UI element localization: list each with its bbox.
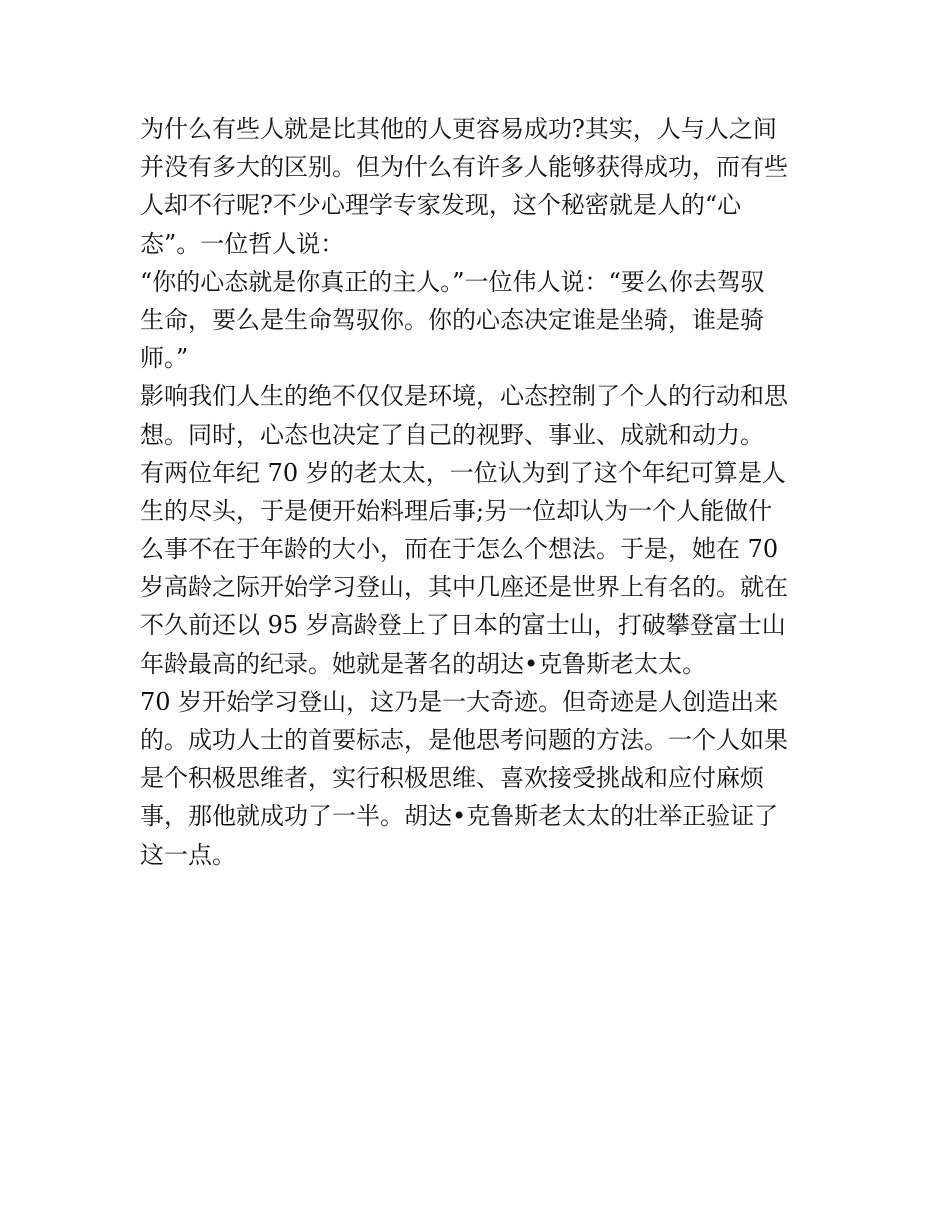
text-line-12: 么事不在于年龄的大小，而在于怎么个想法。于是，她在 70 (140, 535, 779, 564)
text-line-4: 态”。一位哲人说： (140, 229, 345, 258)
text-line-19: 事，那他就成功了一半。胡达•克鲁斯老太太的壮举正验证了 (140, 802, 779, 831)
text-line-1: 为什么有些人就是比其他的人更容易成功?其实，人与人之间 (140, 115, 777, 143)
text-line-10: 有两位年纪 70 岁的老太太，一位认为到了这个年纪可算是人 (140, 458, 786, 487)
text-line-9: 想。同时，心态也决定了自己的视野、事业、成就和动力。 (140, 420, 764, 449)
article-body (140, 110, 820, 874)
text-line-5: “你的心态就是你真正的主人。”一位伟人说：“要么你去驾驭 (140, 267, 765, 296)
text-line-20: 这一点。 (140, 840, 236, 869)
text-line-8: 影响我们人生的绝不仅仅是环境，心态控制了个人的行动和思 (140, 382, 788, 411)
text-line-16: 70 岁开始学习登山，这乃是一大奇迹。但奇迹是人创造出来 (140, 687, 779, 716)
text-line-3: 人却不行呢?不少心理学专家发现，这个秘密就是人的“心 (140, 191, 742, 220)
text-line-7: 师。” (140, 344, 189, 373)
text-line-6: 生命，要么是生命驾驭你。你的心态决定谁是坐骑，谁是骑 (140, 305, 764, 334)
text-line-11: 生的尽头，于是便开始料理后事;另一位却认为一个人能做什 (140, 496, 773, 525)
text-line-13: 岁高龄之际开始学习登山，其中几座还是世界上有名的。就在 (140, 573, 788, 602)
text-line-14: 不久前还以 95 岁高龄登上了日本的富士山，打破攀登富士山 (140, 611, 786, 640)
text-line-2: 并没有多大的区别。但为什么有许多人能够获得成功，而有些 (140, 153, 788, 182)
text-line-17: 的。成功人士的首要标志，是他思考问题的方法。一个人如果 (140, 726, 788, 754)
text-line-18: 是个积极思维者，实行积极思维、喜欢接受挑战和应付麻烦 (140, 764, 764, 793)
text-line-15: 年龄最高的纪录。她就是著名的胡达•克鲁斯老太太。 (140, 649, 707, 678)
